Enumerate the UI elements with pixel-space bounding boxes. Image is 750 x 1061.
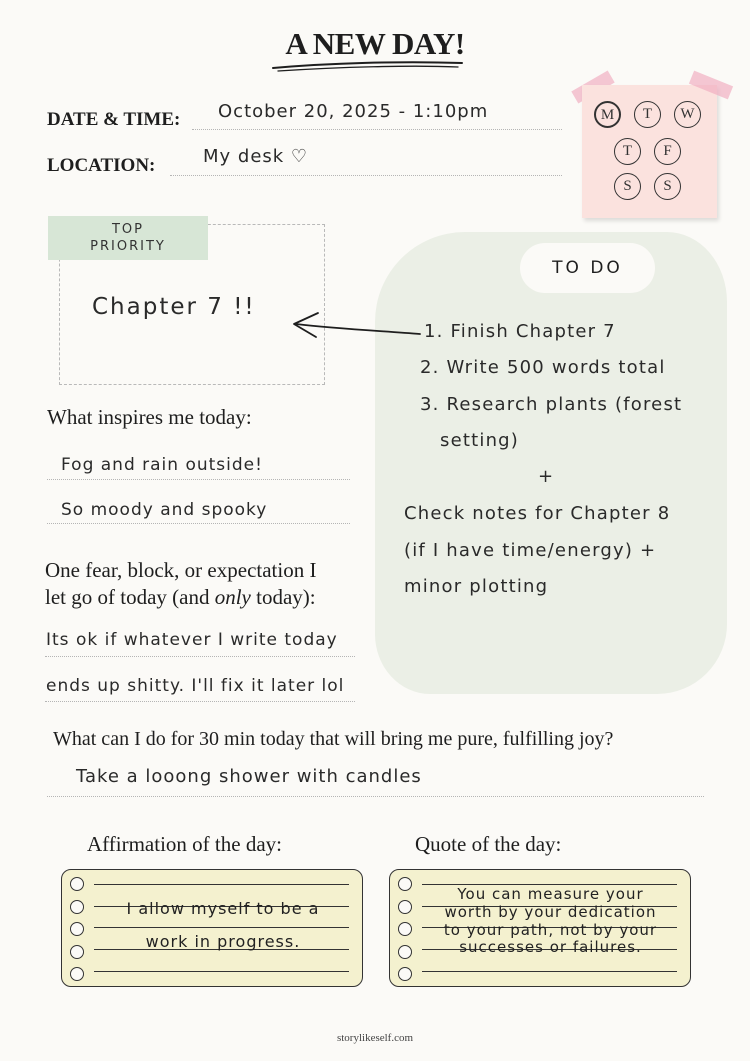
binder-hole xyxy=(398,945,412,959)
date-time-line xyxy=(192,129,562,130)
binder-hole xyxy=(398,922,412,936)
binder-hole xyxy=(70,900,84,914)
todo-item-1: 1. Finish Chapter 7 xyxy=(424,321,616,342)
todo-title: TO DO xyxy=(520,243,655,293)
fear-rule-1 xyxy=(45,656,355,657)
todo-extra-2: (if I have time/energy) + xyxy=(404,540,657,561)
day-tuesday[interactable]: T xyxy=(634,101,661,128)
joy-prompt: What can I do for 30 min today that will bring me pure, fulfilling joy? xyxy=(53,728,614,750)
top-priority-label-line2: PRIORITY xyxy=(90,239,166,254)
quote-card xyxy=(389,869,691,987)
date-time-label: DATE & TIME: xyxy=(47,109,181,130)
fear-line-1: Its ok if whatever I write today xyxy=(46,630,338,650)
binder-hole xyxy=(398,877,412,891)
binder-hole xyxy=(70,945,84,959)
affirmation-line-2: work in progress. xyxy=(145,932,301,951)
fear-prompt-line2 xyxy=(45,585,316,610)
quote-line-3: to your path, not by your xyxy=(443,921,658,939)
page-title: A NEW DAY! xyxy=(285,26,465,61)
day-monday[interactable]: M xyxy=(594,101,621,128)
affirmation-card-line xyxy=(94,971,349,972)
fear-prompt-suffix: today): xyxy=(250,585,316,609)
binder-hole xyxy=(398,967,412,981)
inspires-rule-1 xyxy=(47,479,350,480)
binder-hole xyxy=(70,967,84,981)
todo-extra-1: Check notes for Chapter 8 xyxy=(404,503,671,524)
day-sunday[interactable]: S xyxy=(654,173,681,200)
todo-item-2: 2. Write 500 words total xyxy=(420,357,666,378)
day-wednesday[interactable]: W xyxy=(674,101,701,128)
fear-rule-2 xyxy=(45,701,355,702)
todo-item-3-cont: setting) xyxy=(440,430,520,451)
joy-answer: Take a looong shower with candles xyxy=(76,766,422,787)
inspires-line-1: Fog and rain outside! xyxy=(61,455,263,475)
quote-card-line xyxy=(422,971,677,972)
day-friday[interactable]: F xyxy=(654,138,681,165)
affirmation-line-1: I allow myself to be a xyxy=(126,899,320,918)
fear-prompt-prefix: let go of today (and xyxy=(45,585,215,609)
fear-prompt-emphasis: only xyxy=(214,585,251,609)
day-saturday[interactable]: S xyxy=(614,173,641,200)
fear-line-2: ends up shitty. I'll fix it later lol xyxy=(46,676,345,696)
affirmation-title: Affirmation of the day: xyxy=(87,832,282,856)
todo-plus: + xyxy=(538,466,555,487)
top-priority-label xyxy=(48,216,208,260)
arrow-icon xyxy=(288,308,423,342)
location-value: My desk ♡ xyxy=(203,146,309,167)
binder-hole xyxy=(70,877,84,891)
fear-prompt-line1: One fear, block, or expectation I xyxy=(45,558,317,582)
top-priority-value: Chapter 7 !! xyxy=(92,294,256,320)
title-underline xyxy=(270,56,470,74)
date-time-value: October 20, 2025 - 1:10pm xyxy=(218,101,489,122)
day-thursday[interactable]: T xyxy=(614,138,641,165)
inspires-prompt: What inspires me today: xyxy=(47,405,252,429)
binder-hole xyxy=(398,900,412,914)
quote-line-4: successes or failures. xyxy=(459,938,642,956)
joy-rule xyxy=(47,796,704,797)
todo-extra-3: minor plotting xyxy=(404,576,549,597)
inspires-line-2: So moody and spooky xyxy=(61,500,268,520)
location-line xyxy=(170,175,562,176)
todo-panel xyxy=(375,232,727,694)
quote-line-1: You can measure your xyxy=(457,885,644,903)
location-label: LOCATION: xyxy=(47,155,156,176)
quote-line-2: worth by your dedication xyxy=(444,903,657,921)
todo-item-3: 3. Research plants (forest xyxy=(420,394,683,415)
quote-title: Quote of the day: xyxy=(415,832,562,856)
affirmation-card-line xyxy=(94,884,349,885)
affirmation-card-line xyxy=(94,927,349,928)
binder-hole xyxy=(70,922,84,936)
inspires-rule-2 xyxy=(47,523,350,524)
affirmation-card xyxy=(61,869,363,987)
top-priority-label-line1: TOP xyxy=(111,222,144,237)
footer-url[interactable]: storylikeself.com xyxy=(336,1032,414,1044)
